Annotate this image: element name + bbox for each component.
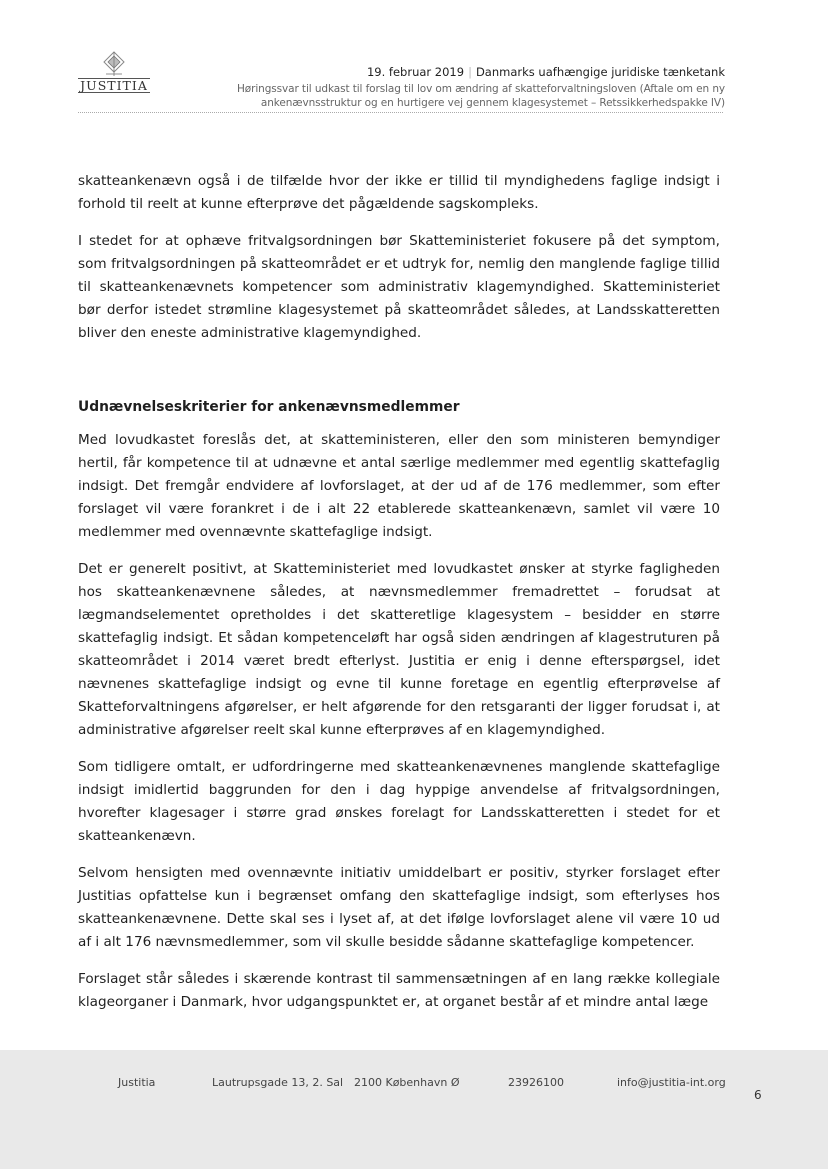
footer-city: 2100 København Ø: [354, 1076, 460, 1089]
page-footer: [0, 1050, 828, 1169]
document-body: [78, 170, 720, 1028]
logo-wordmark: JUSTITIA: [78, 78, 150, 93]
body-paragraph: I stedet for at ophæve fritvalgsordningen bør Skatteministeriet fokusere på det symptom, som fritvalgsordningen på skatteområdet er et udtryk for, nemlig den manglende faglige tillid til skatteankenævnets kompetencer som administrativ klagemyndighed. Skatteministeriet bør derfor istedet strømline klagesystemet på skatteområdet således, at Landsskatteretten bliver den eneste administrative klagemyndighed.: [78, 233, 720, 341]
header-subject-line-2: ankenævnsstruktur og en hurtigere vej gennem klagesystemet – Retssikkerhedspakke IV): [260, 97, 725, 109]
body-paragraph: Forslaget står således i skærende kontrast til sammensætningen af en lang række kollegiale klageorganer i Danmark, hvor udgangspunktet er, at organet består af et mindre antal læge: [78, 971, 720, 1010]
body-paragraph: Som tidligere omtalt, er udfordringerne med skatteankenævnenes manglende skattefaglige indsigt imidlertid baggrunden for den i dag hyppige anvendelse af fritvalgsordningen, hvorefter klagesager i større grad ønskes forelagt for Landsskatteretten i stedet for et skatteankenævn.: [78, 759, 720, 844]
scales-emblem-icon: [98, 50, 130, 78]
body-paragraph: Det er generelt positivt, at Skatteministeriet med lovudkastet ønsker at styrke fagligheden hos skatteankenævnene således, at nævnsmedlemmer fremadrettet – forudsat at lægmandselementet opretholdes i det skatteretlige klagesystem – besidder en større skattefaglig indsigt. Et sådan kompetenceløft har også siden ændringen af klagestruturen på skatteområdet i 2014 været bredt efterlyst. Justitia er enig i denne efterspørgsel, idet nævnenes skattefaglige indsigt og evne til kunne foretage en egentlig efterprøvelse af Skatteforvaltningens afgørelser, er helt afgørende for den retsgaranti der ligger forudsat i, at administrative afgørelser reelt skal kunne efterprøves af en klagemyndighed.: [78, 561, 720, 738]
header-divider: [78, 112, 723, 113]
body-paragraph: skatteankenævn også i de tilfælde hvor der ikke er tillid til myndighedens faglige indsigt i forhold til reelt at kunne efterprøve det pågældende sagskompleks.: [78, 173, 720, 212]
header-org: Danmarks uafhængige juridiske tænketank: [475, 65, 725, 79]
section-heading: Udnævnelseskriterier for ankenævnsmedlemmer: [78, 399, 460, 415]
header-separator: |: [468, 65, 472, 79]
body-paragraph: Selvom hensigten med ovennævnte initiativ umiddelbart er positiv, styrker forslaget efter Justitias opfattelse kun i begrænset omfang den skattefaglige indsigt, som efterlyses hos skatteankenævnene. Dette skal ses i lyset af, at det ifølge lovforslaget alene vil være 10 ud af i alt 176 nævnsmedlemmer, som vil skulle besidde sådanne skattefaglige kompetencer.: [78, 865, 720, 950]
footer-phone: 23926100: [508, 1076, 564, 1089]
header-date-org: [367, 65, 725, 79]
justitia-logo: [78, 50, 150, 96]
header-date: 19. februar 2019: [366, 65, 465, 79]
footer-address: Lautrupsgade 13, 2. Sal: [212, 1076, 344, 1089]
footer-email[interactable]: info@justitia-int.org: [617, 1076, 726, 1089]
header-subject-line-1: Høringssvar til udkast til forslag til lov om ændring af skatteforvaltningsloven (Aftale om en ny: [237, 83, 725, 95]
page-header: [0, 0, 828, 120]
body-paragraph: Med lovudkastet foreslås det, at skatteministeren, eller den som ministeren bemyndiger hertil, får kompetence til at udnævne et antal særlige medlemmer med egentlig skattefaglig indsigt. Det fremgår endvidere af lovforslaget, at der ud af de 176 medlemmer, som efter forslaget vil være forankret i de i alt 22 etablerede skatteankenævn, samlet vil være 10 medlemmer med ovennævnte skattefaglige indsigt.: [78, 432, 720, 540]
page-number: 6: [754, 1088, 762, 1102]
footer-name: Justitia: [118, 1076, 156, 1089]
